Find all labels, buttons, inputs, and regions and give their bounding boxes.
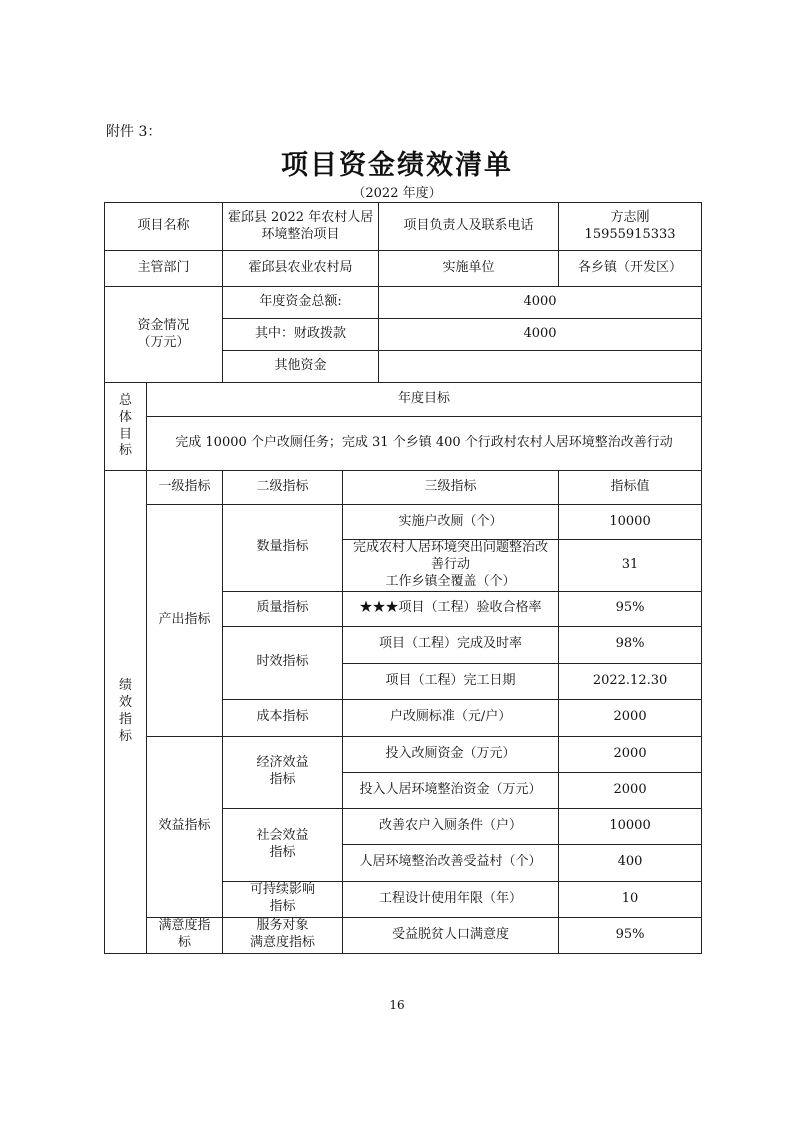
overall-side-text	[109, 393, 142, 461]
level2-economic	[223, 736, 343, 808]
indicator-name: 受益脱贫人口满意度	[343, 917, 559, 953]
vertical-char: 效	[118, 694, 132, 710]
indicator-value: 2000	[559, 736, 702, 772]
funds-label-line2: （万元）	[137, 334, 190, 350]
table-row	[105, 917, 702, 953]
level2-economic-line2: 指标	[269, 772, 296, 788]
indicator-name	[343, 540, 559, 592]
project-name-value	[223, 203, 379, 251]
indicator-header-row	[105, 471, 702, 505]
level2-cost: 成本指标	[223, 699, 343, 736]
funds-fiscal-label: 其中：财政拨款	[223, 319, 379, 351]
funds-label-line1: 资金情况	[137, 317, 190, 333]
attachment-label: 附件 3：	[106, 124, 162, 140]
dept-label: 主管部门	[105, 251, 223, 287]
project-name-line2: 环境整治项目	[261, 226, 340, 242]
funds-other-value	[379, 351, 702, 383]
indicator-value: 2000	[559, 699, 702, 736]
level2-social-line1: 社会效益	[256, 827, 309, 843]
level2-service-line2: 满意度指标	[250, 935, 316, 951]
indicator-value: 31	[559, 540, 702, 592]
project-name-label: 项目名称	[105, 203, 223, 251]
table-row	[105, 736, 702, 772]
indicator-name: 项目（工程）完工日期	[343, 663, 559, 699]
level2-quantity: 数量指标	[223, 505, 343, 592]
page-number: 16	[389, 998, 405, 1012]
level1-benefit: 效益指标	[147, 736, 223, 917]
level2-service-line1: 服务对象	[256, 918, 309, 934]
indicator-value: 95%	[559, 591, 702, 626]
project-name-line1: 霍邱县 2022 年农村人居	[227, 209, 374, 225]
vertical-char: 绩	[118, 678, 132, 694]
performance-side-label	[105, 471, 147, 954]
vertical-char: 目	[118, 426, 132, 442]
indicator-name: 人居环境整治改善受益村（个）	[343, 844, 559, 881]
indicator-name: 投入改厕资金（万元）	[343, 736, 559, 772]
funds-total-value: 4000	[379, 287, 702, 319]
funds-other-label: 其他资金	[223, 351, 379, 383]
level1-output: 产出指标	[147, 505, 223, 737]
col-header-level2: 二级指标	[223, 471, 343, 505]
indicator-name-line2: 工作乡镇全覆盖（个）	[385, 573, 516, 589]
level2-social	[223, 808, 343, 881]
level2-sustainable-line1: 可持续影响	[250, 882, 316, 898]
level2-timeliness: 时效指标	[223, 626, 343, 699]
page-title: 项目资金绩效清单	[281, 150, 513, 181]
vertical-char: 总	[118, 392, 132, 408]
performance-table	[104, 202, 702, 954]
col-header-level3: 三级指标	[343, 471, 559, 505]
table-row	[105, 505, 702, 540]
level2-service	[223, 917, 343, 953]
unit-value: 各乡镇（开发区）	[559, 251, 702, 287]
funds-total-label: 年度资金总额:	[223, 287, 379, 319]
level2-social-line2: 指标	[269, 844, 296, 860]
indicator-value: 10000	[559, 505, 702, 540]
indicator-name-line1: 完成农村人居环境突出问题整治改善行动	[353, 540, 549, 572]
vertical-char: 指	[118, 711, 132, 727]
indicator-name: 户改厕标准（元/户）	[343, 699, 559, 736]
overall-text-row	[105, 417, 702, 471]
contact-value: 方志刚 15955915333	[559, 203, 702, 251]
overall-header: 年度目标	[147, 383, 702, 417]
indicator-value: 2022.12.30	[559, 663, 702, 699]
level1-satisfaction-line2: 标	[178, 935, 192, 951]
indicator-name: 项目（工程）完成及时率	[343, 626, 559, 663]
indicator-value: 95%	[559, 917, 702, 953]
overall-header-row	[105, 383, 702, 417]
col-header-level1: 一级指标	[147, 471, 223, 505]
contact-label: 项目负责人及联系电话	[379, 203, 559, 251]
vertical-char: 体	[118, 409, 132, 425]
col-header-value: 指标值	[559, 471, 702, 505]
dept-row	[105, 251, 702, 287]
level2-economic-line1: 经济效益	[256, 755, 309, 771]
level2-quality: 质量指标	[223, 591, 343, 626]
indicator-value: 98%	[559, 626, 702, 663]
vertical-char: 标	[118, 443, 132, 459]
funds-label	[105, 287, 223, 383]
vertical-char: 标	[118, 728, 132, 744]
dept-value: 霍邱县农业农村局	[223, 251, 379, 287]
year-note: （2022 年度）	[352, 186, 442, 201]
indicator-name: 投入人居环境整治资金（万元）	[343, 772, 559, 808]
indicator-name: 改善农户入厕条件（户）	[343, 808, 559, 844]
indicator-name: ★★★项目（工程）验收合格率	[343, 591, 559, 626]
level2-sustainable	[223, 881, 343, 917]
indicator-value: 400	[559, 844, 702, 881]
funds-total-row	[105, 287, 702, 319]
level1-satisfaction-line1: 满意度指	[158, 918, 211, 934]
project-name-row	[105, 203, 702, 251]
overall-text: 完成 10000 个户改厕任务；完成 31 个乡镇 400 个行政村农村人居环境整治改善行动	[147, 417, 702, 471]
funds-fiscal-value: 4000	[379, 319, 702, 351]
indicator-name: 实施户改厕（个）	[343, 505, 559, 540]
indicator-value: 2000	[559, 772, 702, 808]
indicator-value: 10000	[559, 808, 702, 844]
indicator-value: 10	[559, 881, 702, 917]
indicator-name: 工程设计使用年限（年）	[343, 881, 559, 917]
performance-side-text	[109, 678, 142, 746]
level2-sustainable-line2: 指标	[269, 899, 296, 915]
overall-side-label	[105, 383, 147, 471]
unit-label: 实施单位	[379, 251, 559, 287]
level1-satisfaction	[147, 917, 223, 953]
